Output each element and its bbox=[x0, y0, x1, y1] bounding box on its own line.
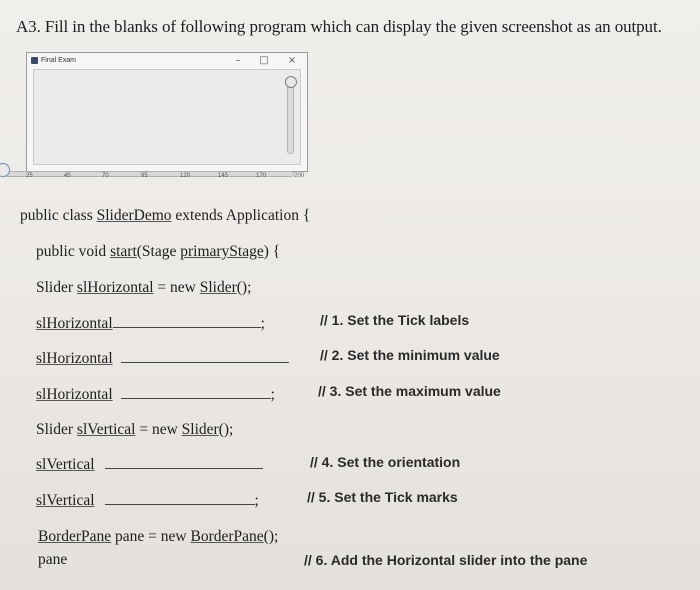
code-line-blank-2: slHorizontal bbox=[36, 348, 289, 369]
code-line-blank-5: slVertical ; bbox=[36, 492, 259, 509]
minimize-icon: – bbox=[235, 55, 241, 66]
app-icon bbox=[31, 57, 38, 64]
answer-blank-3[interactable] bbox=[121, 384, 271, 399]
answer-blank-1[interactable] bbox=[113, 313, 261, 328]
maximize-icon: □ bbox=[259, 55, 269, 66]
code-line-class: public class SliderDemo extends Application { bbox=[20, 207, 311, 224]
window-title: Final Exam bbox=[41, 57, 77, 64]
tick-label: 145 bbox=[218, 173, 229, 179]
cut-off-line bbox=[0, 551, 700, 590]
answer-blank-5[interactable] bbox=[105, 490, 255, 505]
comment-2: // 2. Set the minimum value bbox=[320, 347, 500, 363]
vertical-slider-thumb bbox=[285, 76, 297, 88]
answer-blank-4[interactable] bbox=[105, 454, 263, 469]
tick-label: 120 bbox=[180, 173, 191, 179]
tick-label: 170 bbox=[256, 173, 267, 179]
window-titlebar bbox=[27, 53, 307, 69]
comment-5: // 5. Set the Tick marks bbox=[307, 489, 458, 505]
output-window-screenshot bbox=[26, 52, 308, 172]
answer-blank-2[interactable] bbox=[121, 348, 289, 363]
code-line-blank-1: slHorizontal ; bbox=[36, 315, 265, 332]
window-content bbox=[33, 69, 301, 165]
close-icon: × bbox=[287, 55, 297, 66]
code-line-blank-4: slVertical bbox=[36, 454, 263, 475]
tick-label: 95 bbox=[141, 173, 148, 179]
code-line-blank-3: slHorizontal ; bbox=[36, 386, 275, 403]
tick-label: 45 bbox=[64, 173, 71, 179]
comment-1: // 1. Set the Tick labels bbox=[320, 312, 470, 328]
code-line-pane: pane bbox=[38, 551, 68, 568]
comment-3: // 3. Set the maximum value bbox=[318, 383, 501, 399]
code-line-vertical-slider: Slider slVertical = new Slider(); bbox=[36, 421, 234, 438]
code-line-horizontal-slider: Slider slHorizontal = new Slider(); bbox=[36, 279, 252, 296]
tick-label: 70 bbox=[102, 173, 109, 179]
comment-4: // 4. Set the orientation bbox=[310, 454, 461, 470]
code-line-start: public void start(Stage primaryStage) { bbox=[36, 243, 281, 260]
question-heading: A3. Fill in the blanks of following program which can display the given screenshot as an output. bbox=[16, 17, 662, 36]
tick-label: 200 bbox=[294, 173, 305, 179]
horizontal-slider-tick-labels bbox=[28, 173, 314, 187]
tick-label: 25 bbox=[26, 173, 33, 179]
code-line-borderpane: BorderPane pane = new BorderPane(); bbox=[38, 528, 279, 545]
comment-6: // 6. Add the Horizontal slider into the pane bbox=[304, 552, 588, 568]
